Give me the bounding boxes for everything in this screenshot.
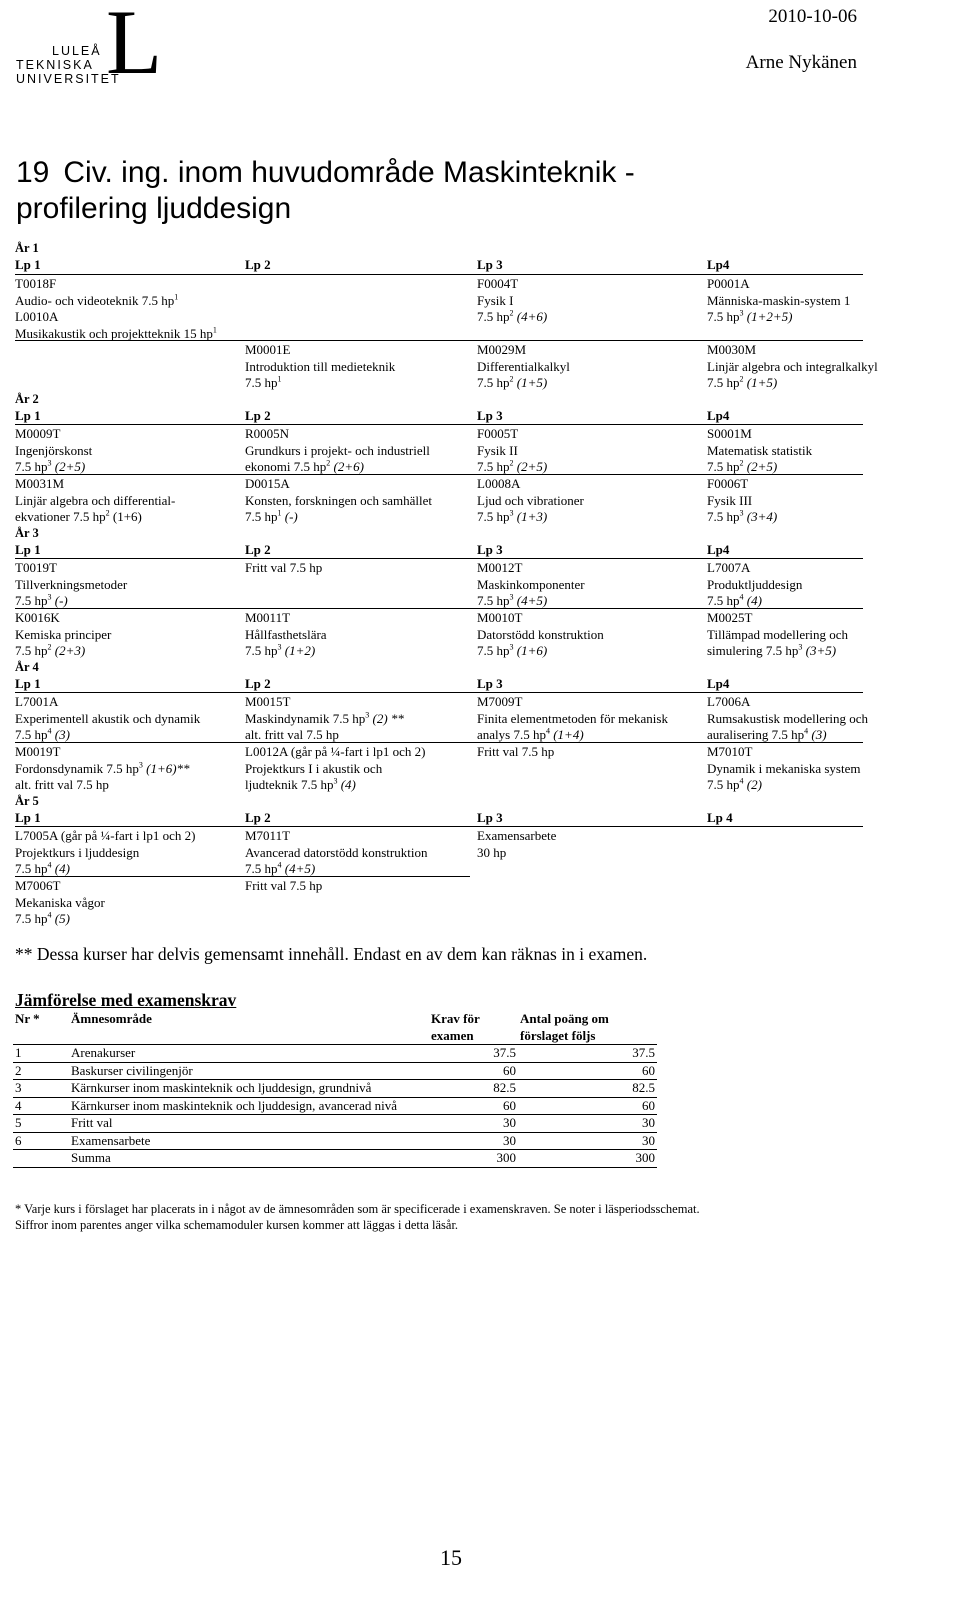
period-label: Lp 3 [477,676,503,691]
course-cell: L7005A (går på ¼-fart i lp1 och 2) Projektkurs i ljuddesign 7.5 $hp^4$ (4) [15,828,196,876]
table-row: 3 Kärnkurser inom maskinteknik och ljuddesign, grundnivå 82.5 82.5 [15,1080,655,1095]
period-label: Lp 2 [245,408,271,423]
year-label: År 5 [15,794,39,808]
period-label: Lp 2 [245,257,271,272]
course-cell: M7010T Dynamik i mekaniska system 7.5 $hp^4$ (2) [707,744,861,792]
table-row-sum: Summa 300 300 [13,1150,657,1168]
year-label: År 3 [15,526,39,540]
course-cell: Fritt val 7.5 hp [245,878,323,893]
course-cell: M0001E Introduktion till medieteknik 7.5 $hp^1$ [245,342,396,390]
course-cell: M0011T Hållfasthetslära 7.5 $hp^3$ (1+2) [245,610,327,658]
logo-line-2: TEKNISKA [16,58,94,72]
period-label: Lp 3 [477,257,503,272]
course-cell: M0019T Fordonsdynamik 7.5 $hp^3$ (1+6)** alt. fritt val 7.5 hp [15,744,190,792]
course-cell: Examensarbete 30 hp [477,828,557,860]
title-line-2: profilering ljuddesign [16,192,292,225]
course-cell: M0009T Ingenjörskonst 7.5 $hp^3$ (2+5) [15,426,93,474]
course-cell: L7006A Rumsakustisk modellering och auralisering 7.5 $hp^4$ (3) [707,694,869,742]
page-number: 15 [440,1545,462,1570]
course-cell: L7007A Produktljuddesign 7.5 $hp^4$ (4) [707,560,803,608]
period-label: Lp 1 [15,257,41,272]
course-cell: M0025T Tillämpad modellering och simulering 7.5 $hp^3$ (3+5) [707,610,849,658]
period-label: Lp 4 [707,810,733,825]
course-cell: Fritt val 7.5 hp [245,560,323,575]
university-logo [14,0,174,93]
logo-line-1: LULEÅ [52,44,102,58]
course-cell: M0010T Datorstödd konstruktion 7.5 $hp^3$ (1+6) [477,610,604,658]
section-number: 19 [16,156,50,189]
course-cell: F0005T Fysik II 7.5 $hp^2$ (2+5) [477,426,548,474]
period-label: Lp 2 [245,676,271,691]
period-label: Lp 1 [15,408,41,423]
divider [15,876,470,877]
course-cell: L7001A Experimentell akustik och dynamik 7.5 $hp^4$ (3) [15,694,201,742]
table-row: 1 Arenakurser 37.5 37.5 [15,1045,655,1060]
course-cell: L0012A (går på ¼-fart i lp1 och 2) Projektkurs I i akustik och ljudteknik 7.5 $hp^3$ (4) [245,744,426,792]
course-cell: P0001A Människa-maskin-system 1 7.5 $hp^3$ (1+2+5) [707,276,851,324]
year-label: År 4 [15,660,39,674]
course-cell: M7009T Finita elementmetoden för mekanisk analys 7.5 $hp^4$ (1+4) [477,694,668,742]
course-cell: M0031M Linjär algebra och differential- ekvationer 7.5 $hp^2$ (1+6) [15,476,176,524]
comparison-table [13,1011,657,1168]
overlap-note: ** Dessa kurser har delvis gemensamt innehåll. Endast en av dem kan räknas in i examen. [15,944,648,964]
period-label: Lp 3 [477,810,503,825]
year-label: År 2 [15,392,39,406]
period-label: Lp 2 [245,542,271,557]
period-label: Lp4 [707,408,730,423]
course-cell: S0001M Matematisk statistik 7.5 $hp^2$ (2+5) [707,426,813,474]
course-cell: M0030M Linjär algebra och integralkalkyl 7.5 $hp^2$ (1+5) [707,342,878,390]
page-title [16,155,876,227]
period-label: Lp 1 [15,676,41,691]
course-cell: M0029M Differentialkalkyl 7.5 $hp^2$ (1+5) [477,342,570,390]
course-cell: Fritt val 7.5 hp [477,744,555,759]
divider [15,274,863,275]
divider [15,340,863,341]
table-header-row: Nr * Ämnesområde Krav för examen Antal poäng om förslaget följs [15,1011,609,1043]
period-label: Lp 3 [477,408,503,423]
comparison-title: Jämförelse med examenskrav [15,990,237,1010]
footnote [15,1201,700,1233]
footnote-line-1: * Varje kurs i förslaget har placerats in i något av de ämnesområden som är specificerade i examenskraven. Se noter i läsperiodsschemat. [15,1202,700,1216]
year-label: År 1 [15,241,39,255]
course-cell: R0005N Grundkurs i projekt- och industriell ekonomi 7.5 $hp^2$ (2+6) [245,426,430,474]
period-label: Lp 3 [477,542,503,557]
table-row: 5 Fritt val 30 30 [15,1115,655,1130]
table-row: 2 Baskurser civilingenjör 60 60 [15,1062,655,1078]
course-cell: M7006T Mekaniska vågor 7.5 $hp^4$ (5) [15,878,105,926]
course-cell: M7011T Avancerad datorstödd konstruktion 7.5 $hp^4$ (4+5) [245,828,428,876]
course-cell: F0004T Fysik I 7.5 $hp^2$ (4+6) [477,276,548,324]
course-cell: M0015T Maskindynamik 7.5 $hp^3$ (2) ** alt. fritt val 7.5 hp [245,694,404,742]
divider [15,692,863,693]
table-row: 4 Kärnkurser inom maskinteknik och ljuddesign, avancerad nivå 60 60 [15,1097,655,1113]
divider [15,608,863,609]
period-label: Lp 2 [245,810,271,825]
divider [15,424,863,425]
period-label: Lp4 [707,257,730,272]
course-cell: T0018F Audio- och videoteknik 7.5 $hp^1$ L0010A Musikakustik och projektteknik 15 $hp^1$ [15,276,217,341]
divider [15,558,863,559]
logo-letter: L [106,0,163,93]
divider [15,474,863,475]
course-cell: F0006T Fysik III 7.5 $hp^3$ (3+4) [707,476,778,524]
header-date: 2010-10-06 [768,6,857,27]
course-cell: D0015A Konsten, forskningen och samhället 7.5 $hp^1$ (-) [245,476,433,524]
period-label: Lp4 [707,542,730,557]
period-label: Lp4 [707,676,730,691]
footnote-line-2: Siffror inom parentes anger vilka schemamoduler kursen kommer att läggas i detta läsår. [15,1218,459,1232]
logo-line-3: UNIVERSITET [16,72,121,86]
table-row: 6 Examensarbete 30 30 [15,1132,655,1148]
course-cell: M0012T Maskinkomponenter 7.5 $hp^3$ (4+5) [477,560,585,608]
course-cell: T0019T Tillverkningsmetoder 7.5 $hp^3$ (-) [15,560,128,608]
logo-text [16,44,121,86]
course-cell: K0016K Kemiska principer 7.5 $hp^2$ (2+3) [15,610,112,658]
divider [15,742,863,743]
title-line-1: Civ. ing. inom huvudområde Maskinteknik - [63,156,635,189]
period-label: Lp 1 [15,542,41,557]
header-author: Arne Nykänen [745,52,857,73]
divider [15,826,863,827]
course-cell: L0008A Ljud och vibrationer 7.5 $hp^3$ (1+3) [477,476,584,524]
period-label: Lp 1 [15,810,41,825]
